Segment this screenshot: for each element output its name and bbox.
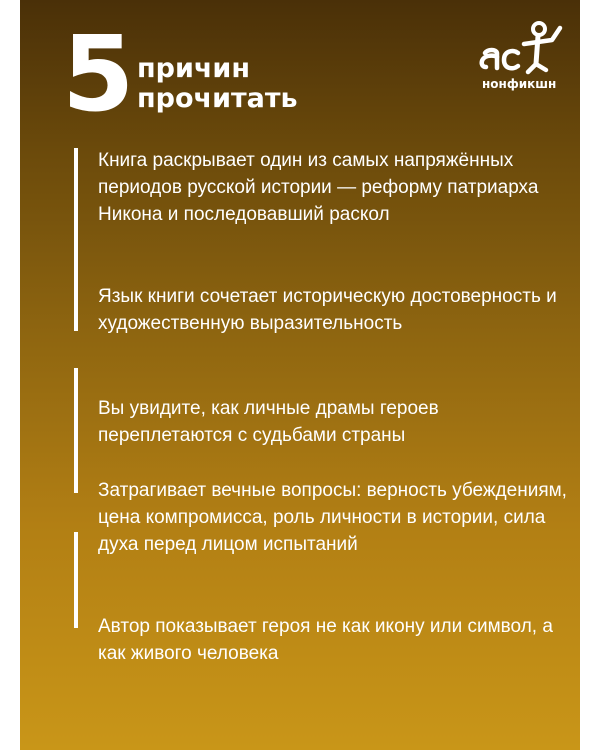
- logo-subtitle: нонфикшн: [482, 77, 557, 91]
- divider-bar: [74, 532, 78, 628]
- reason-item: Книга раскрывает один из самых напряжённых периодов русской истории — реформу патриарха Никона и последовавший раскол: [98, 150, 539, 225]
- divider-bar: [74, 368, 78, 493]
- reason-item: Автор показывает героя не как икону или символ, а как живого человека: [98, 616, 553, 664]
- reasons-count: 5: [62, 13, 133, 135]
- reasons-card: [20, 0, 580, 750]
- title-line-1: причин: [137, 53, 251, 84]
- divider-bar: [74, 148, 78, 331]
- reason-item: Затрагивает вечные вопросы: верность убеждениям, цена компромисса, роль личности в истории, сила духа перед лицом испытаний: [98, 480, 567, 555]
- page-title: [137, 54, 298, 114]
- reason-item: Вы увидите, как личные драмы героев переплетаются с судьбами страны: [98, 398, 439, 446]
- title-line-2: прочитать: [137, 83, 298, 114]
- reason-item: Язык книги сочетает историческую достоверность и художественную выразительность: [98, 286, 557, 334]
- ast-logo-figure-icon: [476, 20, 568, 80]
